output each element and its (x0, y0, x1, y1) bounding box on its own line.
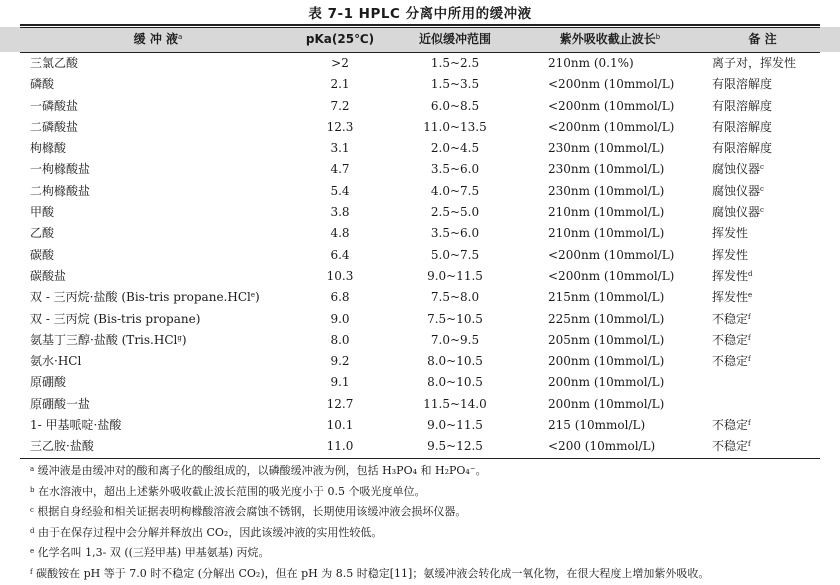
buffer-name: 磷酸 (30, 77, 55, 92)
header-uv-label: 紫外吸收截止波长 (559, 32, 656, 46)
buffer-name: 碳酸盐 (30, 268, 67, 283)
buffer-name: 氨基丁三醇·盐酸 (Tris.HCl (30, 332, 178, 347)
pka-cell: 10.1 (326, 418, 354, 433)
buffer-name-cell (30, 266, 66, 287)
footnote-mark: e (748, 291, 753, 300)
buffer-name-cell (30, 394, 90, 415)
buffer-range-cell: 7.0~9.5 (430, 332, 480, 347)
note-cell (712, 53, 796, 74)
note-text: 腐蚀仪器 (712, 205, 761, 220)
buffer-range-cell: 3.5~6.0 (430, 162, 480, 177)
footnote (30, 543, 830, 564)
table-header (0, 27, 840, 52)
buffer-name-cell (30, 202, 54, 223)
header-buffer (28, 27, 288, 52)
footnote-text: 碳酸铵在 pH 等于 7.0 时不稳定 (分解出 CO₂)，但在 pH 为 8.5 时稳定[11]；氨缓冲液会转化成一氧化物，在很大程度上增加紫外吸收。 (32, 566, 710, 580)
note-cell (712, 330, 751, 351)
note-cell (712, 245, 748, 266)
note-cell (712, 436, 751, 457)
uv-cutoff-cell: 230nm (10mmol/L) (548, 183, 665, 198)
buffer-name: 双 - 三丙烷·盐酸 (Bis-tris propane.HCl (30, 290, 251, 305)
buffer-name-cell (30, 351, 81, 372)
footnote-text: 由于在保存过程中会分解并释放出 CO₂，因此该缓冲液的实用性较低。 (34, 525, 383, 539)
footnote-text: 缓冲液是由缓冲对的酸和离子化的酸组成的，以磷酸缓冲液为例，包括 H₃PO₄ 和 H₂PO₄⁻。 (34, 464, 487, 477)
footnote (30, 564, 830, 585)
header-range: 近似缓冲范围 (418, 32, 491, 46)
table-row (0, 138, 840, 159)
header-pka: pKa(25℃) (305, 32, 375, 46)
note-cell (712, 181, 764, 202)
footnote (30, 502, 830, 523)
buffer-name-cell (30, 181, 90, 202)
footnote-mark: g (177, 333, 182, 342)
buffer-range-cell: 9.0~11.5 (427, 418, 483, 433)
buffer-name-cell (30, 96, 78, 117)
uv-cutoff-cell: 230nm (10mmol/L) (548, 141, 665, 156)
uv-cutoff-cell: 230nm (10mmol/L) (548, 162, 665, 177)
table-row (0, 351, 840, 372)
buffer-name: 三氯乙酸 (30, 56, 79, 70)
buffer-name-cell (30, 287, 260, 308)
uv-cutoff-cell: 210nm (10mmol/L) (548, 226, 665, 241)
pka-cell: 3.8 (330, 205, 350, 220)
buffer-name-cell (30, 330, 187, 351)
buffer-range-cell: 2.0~4.5 (430, 141, 480, 156)
table-row (0, 202, 840, 223)
pka-cell: >2 (331, 56, 349, 70)
table-row (0, 245, 840, 266)
note-text: 挥发性 (712, 268, 749, 283)
note-cell (712, 223, 748, 244)
footnote-mark: c (760, 206, 764, 215)
note-cell (712, 266, 753, 287)
uv-cutoff-cell: 205nm (10mmol/L) (548, 332, 665, 347)
pka-cell: 8.0 (330, 332, 350, 347)
footnote (30, 461, 830, 482)
buffer-name: 碳酸 (30, 247, 55, 262)
table-caption: 表 7-1 HPLC 分离中所用的缓冲液 (308, 6, 532, 22)
note-text: 腐蚀仪器 (712, 183, 761, 198)
pka-cell: 12.7 (326, 396, 354, 411)
note-text: 腐蚀仪器 (712, 162, 761, 177)
uv-cutoff-cell: <200nm (10mmol/L) (548, 77, 675, 92)
note-cell (712, 351, 751, 372)
pka-cell: 6.4 (330, 247, 350, 262)
table-row (0, 96, 840, 117)
pka-cell: 3.1 (330, 141, 350, 156)
buffer-name: 氨水·HCl (30, 354, 82, 369)
footnote-mark: c (760, 163, 764, 172)
note-cell (712, 309, 751, 330)
note-text: 不稳定 (712, 418, 749, 433)
table-row (0, 394, 840, 415)
uv-cutoff-cell: <200 (10mmol/L) (548, 439, 656, 454)
note-text: 离子对，挥发性 (712, 56, 797, 70)
footnote-mark: d (748, 269, 753, 278)
buffer-name-cell (30, 309, 200, 330)
buffer-range-cell: 11.0~13.5 (423, 119, 487, 134)
table-row (0, 436, 840, 457)
header-buffer-label: 缓 冲 液 (133, 32, 179, 46)
buffer-name-cell (30, 159, 90, 180)
footnote-mark: e (250, 291, 255, 300)
buffer-name: 原硼酸一盐 (30, 396, 91, 411)
pka-cell: 4.7 (330, 162, 350, 177)
buffer-name: 二枸橼酸盐 (30, 183, 91, 198)
table-row (0, 181, 840, 202)
buffer-range-cell: 5.0~7.5 (430, 247, 480, 262)
pka-cell: 6.8 (330, 290, 350, 305)
table-row (0, 287, 840, 308)
buffer-name-cell (30, 415, 121, 436)
buffer-name: 一磷酸盐 (30, 98, 79, 113)
uv-cutoff-cell: 200nm (10mmol/L) (548, 375, 665, 390)
buffer-name: 一枸橼酸盐 (30, 162, 91, 177)
pka-cell: 9.0 (330, 311, 350, 326)
table-row (0, 117, 840, 138)
footnote (30, 523, 830, 544)
note-text: 不稳定 (712, 354, 749, 369)
uv-cutoff-cell: 210nm (0.1%) (548, 56, 634, 70)
footnote-mark: d (30, 526, 35, 535)
footnote-mark: f (30, 567, 33, 576)
note-cell (712, 202, 764, 223)
uv-cutoff-cell: <200nm (10mmol/L) (548, 98, 675, 113)
top-rule-thin (20, 27, 820, 28)
pka-cell: 12.3 (326, 119, 354, 134)
table-row (0, 74, 840, 95)
header-note: 备 注 (748, 32, 777, 46)
buffer-name: 二磷酸盐 (30, 119, 79, 134)
buffer-range-cell: 8.0~10.5 (427, 375, 483, 390)
buffer-name: 1- 甲基哌啶·盐酸 (30, 418, 122, 433)
buffer-name-cell (30, 138, 66, 159)
buffer-range-cell: 6.0~8.5 (430, 98, 480, 113)
note-text: 有限溶解度 (712, 77, 773, 92)
buffer-name-suffix: ) (255, 290, 260, 305)
note-cell (712, 96, 772, 117)
note-text: 挥发性 (712, 290, 749, 305)
table-row (0, 53, 840, 74)
pka-cell: 5.4 (330, 183, 350, 198)
pka-cell: 9.1 (330, 375, 350, 390)
header-uv (530, 27, 690, 52)
buffer-name-cell (30, 436, 94, 457)
footnote-mark: c (760, 184, 764, 193)
footnote-mark: f (748, 440, 751, 449)
buffer-name-cell (30, 223, 54, 244)
note-cell (712, 415, 751, 436)
uv-cutoff-cell: 200nm (10mmol/L) (548, 354, 665, 369)
footnote-mark: f (748, 419, 751, 428)
note-text: 挥发性 (712, 226, 749, 241)
buffer-range-cell: 7.5~8.0 (430, 290, 480, 305)
note-text: 不稳定 (712, 332, 749, 347)
buffer-name: 原硼酸 (30, 375, 67, 390)
footnote-mark: a (30, 465, 35, 473)
footnote-text: 化学名叫 1,3- 双 ((三羟甲基) 甲基氨基) 丙烷。 (34, 546, 270, 559)
note-cell (712, 74, 772, 95)
buffer-name: 乙酸 (30, 226, 55, 241)
pka-cell: 11.0 (326, 439, 354, 454)
buffer-name: 枸橼酸 (30, 141, 67, 156)
footnote-text: 在水溶液中，超出上述紫外吸收截止波长范围的吸光度小于 0.5 个吸光度单位。 (34, 484, 426, 498)
buffer-name-cell (30, 245, 54, 266)
note-text: 挥发性 (712, 247, 749, 262)
top-rule (20, 24, 820, 26)
table-row (0, 223, 840, 244)
note-cell (712, 138, 772, 159)
footnote-mark: f (748, 333, 751, 342)
buffer-range-cell: 1.5~2.5 (430, 56, 480, 70)
buffer-name-cell (30, 53, 78, 74)
buffer-range-cell: 3.5~6.0 (430, 226, 480, 241)
buffer-name-cell (30, 117, 78, 138)
footnote (30, 482, 830, 503)
footnote-mark: e (30, 547, 35, 555)
footnote-mark: b (30, 485, 35, 494)
footnote-text: 根据自身经验和相关证据表明枸橼酸溶液会腐蚀不锈钢，长期使用该缓冲液会损坏仪器。 (33, 505, 467, 518)
uv-cutoff-cell: 200nm (10mmol/L) (548, 396, 665, 411)
note-text: 有限溶解度 (712, 119, 773, 134)
footnote-mark: c (30, 506, 34, 514)
table-body (0, 53, 840, 458)
buffer-name-cell (30, 372, 66, 393)
table-row (0, 159, 840, 180)
note-cell (712, 117, 772, 138)
pka-cell: 4.8 (330, 226, 350, 241)
uv-cutoff-cell: 215nm (10mmol/L) (548, 290, 665, 305)
table-row (0, 266, 840, 287)
buffer-range-cell: 9.0~11.5 (427, 268, 483, 283)
note-text: 不稳定 (712, 311, 749, 326)
buffer-range-cell: 9.5~12.5 (427, 439, 483, 454)
footnotes (30, 461, 830, 584)
uv-cutoff-cell: 210nm (10mmol/L) (548, 205, 665, 220)
buffer-range-cell: 4.0~7.5 (430, 183, 480, 198)
uv-cutoff-cell: <200nm (10mmol/L) (548, 247, 675, 262)
buffer-name-cell (30, 74, 54, 95)
uv-cutoff-cell: <200nm (10mmol/L) (548, 268, 675, 283)
uv-cutoff-cell: <200nm (10mmol/L) (548, 119, 675, 134)
buffer-name: 三乙胺·盐酸 (30, 439, 94, 454)
header-buffer-footnote-mark: a (178, 33, 183, 41)
pka-cell: 9.2 (330, 354, 350, 369)
note-cell (712, 159, 764, 180)
uv-cutoff-cell: 225nm (10mmol/L) (548, 311, 665, 326)
footnote-mark: f (748, 355, 751, 364)
buffer-name: 甲酸 (30, 205, 55, 220)
pka-cell: 10.3 (326, 268, 354, 283)
note-cell (712, 287, 752, 308)
buffer-range-cell: 11.5~14.0 (423, 396, 487, 411)
buffer-name: 双 - 三丙烷 (Bis-tris propane) (30, 311, 201, 326)
table-row (0, 330, 840, 351)
note-text: 有限溶解度 (712, 141, 773, 156)
table-row (0, 372, 840, 393)
bottom-rule (20, 458, 820, 459)
uv-cutoff-cell: 215 (10mmol/L) (548, 418, 646, 433)
buffer-range-cell: 7.5~10.5 (427, 311, 483, 326)
table-row (0, 415, 840, 436)
buffer-range-cell: 2.5~5.0 (430, 205, 480, 220)
header-uv-footnote-mark: b (655, 33, 661, 41)
note-text: 有限溶解度 (712, 98, 773, 113)
table-row (0, 309, 840, 330)
pka-cell: 2.1 (330, 77, 350, 92)
buffer-range-cell: 8.0~10.5 (427, 354, 483, 369)
buffer-range-cell: 1.5~3.5 (430, 77, 480, 92)
pka-cell: 7.2 (330, 98, 350, 113)
footnote-mark: f (748, 312, 751, 321)
buffer-name-suffix: ) (181, 332, 187, 347)
note-text: 不稳定 (712, 439, 749, 454)
